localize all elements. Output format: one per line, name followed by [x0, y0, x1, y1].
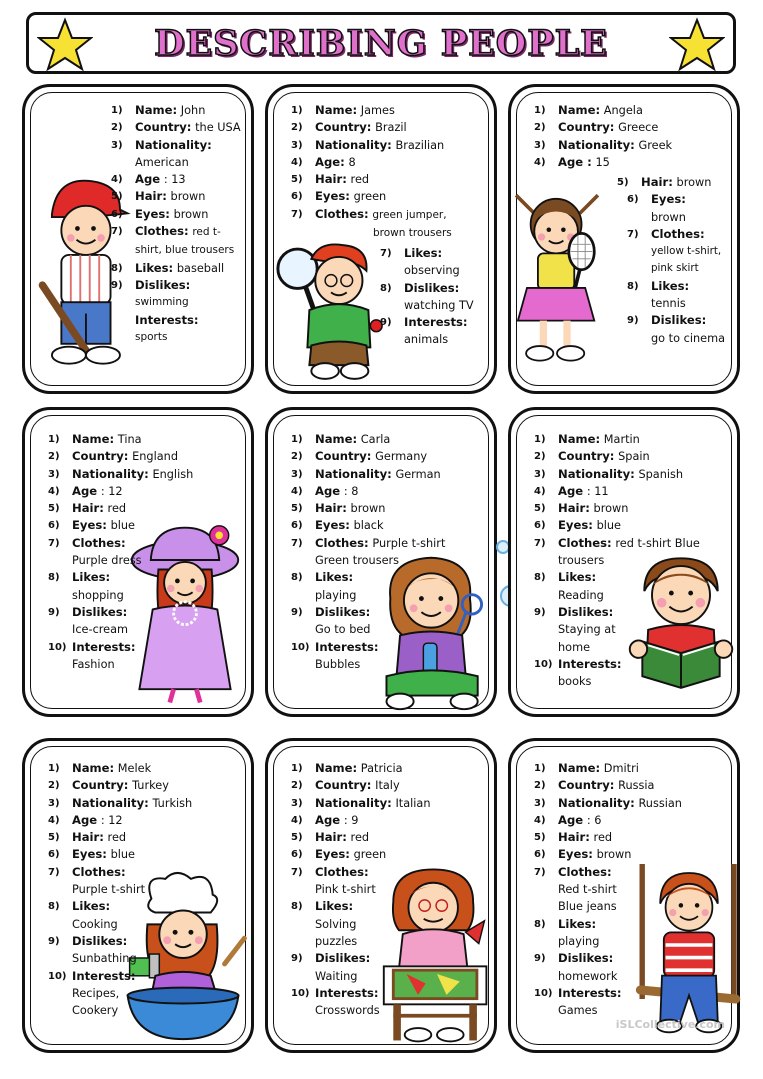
- field-value: brown: [170, 190, 206, 204]
- list-item: 1) Name: Carla: [291, 432, 391, 446]
- field-value: Dmitri: [603, 762, 639, 775]
- field-label: Dislikes:: [404, 280, 460, 295]
- field-label: Age: [315, 483, 341, 498]
- profile-card-james: [265, 84, 497, 394]
- field-label: Interests:: [72, 968, 136, 983]
- field-value: Purple t-shirt Green trousers: [315, 536, 446, 568]
- field-label: Nationality:: [558, 795, 635, 810]
- field-value: Italian: [395, 796, 431, 810]
- field-label: Likes:: [315, 899, 354, 914]
- field-label: Age: [558, 812, 584, 827]
- field-value: swimming: [135, 296, 189, 309]
- field-label: Eyes:: [72, 847, 107, 862]
- field-label: Interests:: [315, 639, 379, 654]
- field-value: brown: [593, 502, 629, 516]
- list-item: [135, 312, 245, 347]
- list-item: 8) Dislikes: watching TV: [404, 280, 492, 315]
- list-item: 9) Dislikes: Staying at home: [558, 604, 638, 656]
- field-label: Dislikes:: [558, 951, 614, 966]
- field-label: Nationality:: [72, 466, 149, 481]
- list-item: 9) Dislikes: homework: [558, 950, 638, 985]
- field-label: Nationality:: [558, 466, 635, 481]
- field-label: Hair:: [641, 175, 673, 189]
- field-label: Clothes:: [558, 535, 612, 550]
- list-item: 6) Eyes: black: [291, 518, 384, 533]
- list-item: 1) Name: Tina: [48, 432, 142, 446]
- profile-card-martin: [508, 407, 740, 717]
- field-value: shopping: [72, 588, 124, 602]
- field-value: : 9: [343, 813, 359, 827]
- list-item: 10) Interests: Games: [558, 985, 638, 1020]
- list-item: 3) Nationality: German: [291, 466, 441, 481]
- field-value: Turkish: [152, 796, 193, 810]
- list-item: 6) Eyes: brown: [534, 847, 632, 862]
- list-item: 5) Hair: brown: [617, 175, 712, 189]
- list-item: 6) Eyes: blue: [48, 518, 135, 533]
- list-item: 1) Name: Melek: [48, 761, 152, 775]
- field-label: Country:: [558, 778, 615, 793]
- list-item: 9) Interests: animals: [404, 314, 492, 349]
- field-value: 15: [595, 155, 610, 169]
- list-item: 1) Name: Martin: [534, 432, 640, 446]
- field-label: Clothes:: [315, 206, 369, 221]
- list-item: 6) Eyes: brown: [111, 206, 209, 221]
- field-label: Eyes:: [315, 189, 350, 204]
- field-value: the USA: [195, 121, 241, 135]
- field-value: red: [107, 831, 127, 845]
- field-label: Country:: [558, 120, 615, 135]
- field-label: Clothes:: [72, 864, 126, 879]
- list-item: 8) Likes: Solving puzzles: [315, 898, 385, 950]
- profile-list-continued: [380, 245, 492, 349]
- field-value: Germany: [375, 450, 428, 464]
- field-value: playing: [315, 588, 357, 602]
- field-label: Name:: [315, 103, 358, 117]
- field-value: England: [132, 450, 178, 464]
- field-value: Martin: [603, 433, 640, 446]
- list-item: 4) Age: 8: [291, 154, 356, 169]
- list-item: 4) Age : 8: [291, 483, 359, 498]
- list-item: 8) Likes: baseball: [111, 260, 225, 275]
- field-label: Country:: [72, 778, 129, 793]
- list-item: 10) Interests: Fashion: [72, 639, 142, 674]
- field-value: blue: [110, 848, 135, 862]
- field-label: Eyes:: [315, 518, 350, 533]
- field-value: Reading: [558, 588, 604, 602]
- field-value: green: [353, 848, 387, 862]
- list-item: 1) Name: Angela: [534, 103, 643, 117]
- field-label: Interests:: [558, 656, 622, 671]
- field-value: Greece: [618, 121, 659, 135]
- field-label: Nationality:: [135, 137, 212, 152]
- field-label: Hair:: [315, 172, 347, 187]
- list-item: 7) Clothes: Purple t-shirt: [72, 864, 172, 899]
- field-label: Age:: [315, 154, 345, 169]
- field-value: Purple dress: [72, 554, 142, 568]
- list-item: 9) Dislikes: go to cinema: [651, 312, 733, 347]
- list-item: 4) Age : 9: [291, 812, 359, 827]
- list-item: 3) Nationality: Spanish: [534, 466, 684, 481]
- field-value: red t-shirt Blue trousers: [558, 536, 700, 568]
- field-value: : 12: [100, 484, 123, 498]
- list-item: 3) Nationality: Turkish: [48, 795, 193, 810]
- field-label: Name:: [315, 761, 358, 775]
- field-value: green jumper,: [372, 208, 447, 221]
- list-item: 1) Name: John: [111, 103, 206, 117]
- list-item: [315, 224, 490, 242]
- profile-list: [111, 102, 245, 346]
- list-item: 4) Age : 12: [48, 483, 123, 498]
- field-label: Dislikes:: [315, 604, 371, 619]
- field-value: Carla: [360, 433, 391, 446]
- field-value: Turkey: [132, 779, 169, 793]
- field-label: Age: [72, 812, 98, 827]
- profile-card-angela: [508, 84, 740, 394]
- field-label: Dislikes:: [558, 604, 614, 619]
- field-value: playing: [558, 934, 600, 948]
- field-value: blue: [596, 519, 621, 533]
- watermark: iSLCollective.com: [615, 1018, 725, 1031]
- list-item: 5) Hair: red: [291, 172, 370, 187]
- field-value: animals: [404, 333, 449, 347]
- field-label: Clothes:: [315, 864, 369, 879]
- profile-list: [48, 760, 247, 1019]
- field-label: Age :: [558, 154, 592, 169]
- field-label: Name:: [558, 103, 601, 117]
- field-value: Melek: [117, 762, 152, 775]
- field-label: Name:: [72, 432, 115, 446]
- list-item: 9) Dislikes: Sunbathing: [72, 933, 152, 968]
- field-label: Interests:: [135, 312, 199, 327]
- field-label: Nationality:: [315, 795, 392, 810]
- field-label: Age: [315, 812, 341, 827]
- field-label: Age: [135, 172, 161, 187]
- profile-card-john: [22, 84, 254, 394]
- field-label: Eyes:: [315, 847, 350, 862]
- field-label: Nationality:: [558, 137, 635, 152]
- field-value: Games: [558, 1004, 598, 1018]
- field-value: black: [353, 519, 384, 533]
- profile-list: [291, 760, 490, 1019]
- field-label: Eyes:: [558, 518, 593, 533]
- profile-list: [291, 431, 490, 673]
- field-label: Name:: [558, 432, 601, 446]
- field-value: red: [107, 502, 127, 516]
- field-label: Likes:: [404, 246, 443, 260]
- field-label: Hair:: [72, 501, 104, 516]
- list-item: 1) Name: James: [291, 103, 395, 117]
- field-label: Nationality:: [315, 466, 392, 481]
- field-label: Likes:: [135, 260, 174, 275]
- field-value: Angela: [603, 104, 643, 117]
- field-label: Eyes:: [558, 847, 593, 862]
- field-label: Age: [72, 483, 98, 498]
- field-label: Nationality:: [315, 137, 392, 152]
- field-value: Recipes, Cookery: [72, 986, 120, 1018]
- list-item: 10) Interests: books: [558, 656, 638, 691]
- list-item: 6) Eyes: green: [291, 189, 387, 204]
- field-value: Staying at home: [558, 623, 616, 654]
- field-value: observing: [404, 264, 460, 278]
- profile-card-carla: [265, 407, 497, 717]
- list-item: 2) Country: Germany: [291, 449, 428, 464]
- list-item: 9) Dislikes: Ice-cream: [72, 604, 142, 639]
- field-label: Interests:: [558, 985, 622, 1000]
- list-item: 10) Interests: Bubbles: [315, 639, 385, 674]
- star-icon: [669, 17, 725, 73]
- field-value: red: [593, 831, 613, 845]
- list-item: 7) Clothes: yellow t-shirt, pink skirt: [651, 226, 733, 278]
- list-item: 1) Name: Patricia: [291, 761, 403, 775]
- field-value: Purple t-shirt: [72, 883, 146, 897]
- list-item: 6) Eyes: green: [291, 847, 387, 862]
- list-item: 3) Nationality: English: [48, 466, 194, 481]
- field-label: Likes:: [72, 899, 111, 914]
- field-value: books: [558, 675, 592, 689]
- list-item: 7) Clothes: green jumper,: [291, 206, 447, 221]
- title-banner: [26, 12, 736, 74]
- list-item: 7) Clothes: red t-shirt Blue trousers: [534, 535, 700, 568]
- field-label: Clothes:: [315, 535, 369, 550]
- list-item: 9) Dislikes: Waiting: [315, 950, 385, 985]
- field-value: Patricia: [360, 762, 403, 775]
- field-value: : 12: [100, 813, 123, 827]
- field-value: Spain: [618, 450, 650, 464]
- list-item: 2) Country: Italy: [291, 778, 400, 793]
- list-item: 9) Dislikes: Go to bed: [315, 604, 385, 639]
- page-title: DESCRIBING PEOPLE: [154, 23, 608, 64]
- list-item: 2) Country: the USA: [111, 120, 241, 135]
- list-item: 10) Interests: Recipes, Cookery: [72, 968, 152, 1020]
- list-item: 5) Hair: brown: [111, 189, 206, 204]
- field-value: sports: [135, 330, 168, 343]
- list-item: 7) Clothes: Red t-shirt Blue jeans: [558, 864, 638, 916]
- list-item: 4) Age : 11: [534, 483, 609, 498]
- field-value: red: [350, 831, 370, 845]
- field-value: Go to bed: [315, 623, 371, 637]
- list-item: 6) Eyes: blue: [534, 518, 621, 533]
- list-item: 2) Country: England: [48, 449, 178, 464]
- list-item: 6) Eyes: brown: [651, 191, 733, 226]
- boy-magnifier-illustration: [272, 239, 390, 387]
- field-value: blue: [110, 519, 135, 533]
- profile-card-tina: [22, 407, 254, 717]
- field-value: brown: [596, 848, 632, 862]
- field-value: Waiting: [315, 969, 358, 983]
- field-value: brown: [651, 210, 686, 224]
- field-label: Interests:: [404, 315, 468, 330]
- list-item: 8) Likes: Cooking: [72, 898, 152, 933]
- field-value: Brazilian: [395, 138, 445, 152]
- field-label: Country:: [72, 449, 129, 464]
- field-label: Eyes:: [135, 206, 170, 221]
- field-value: Russia: [618, 779, 655, 793]
- list-item: 5) Hair: brown: [534, 501, 629, 516]
- field-value: Greek: [638, 138, 673, 152]
- list-item: 7) Clothes: red t-shirt, blue trousers: [111, 224, 235, 257]
- field-value: brown trousers: [373, 227, 452, 240]
- list-item: 4) Age : 6: [534, 812, 602, 827]
- list-item: 2) Country: Brazil: [291, 120, 407, 135]
- field-value: Italy: [375, 779, 400, 793]
- field-value: Ice-cream: [72, 623, 129, 637]
- list-item: 6) Eyes: blue: [48, 847, 135, 862]
- list-item: 5) Hair: red: [48, 501, 127, 516]
- list-item: 8) Likes: shopping: [72, 569, 142, 604]
- list-item: 3) Nationality: Brazilian: [291, 137, 445, 152]
- field-value: : 13: [163, 173, 186, 187]
- field-value: Russian: [638, 796, 682, 810]
- list-item: 7) Likes: observing: [404, 245, 492, 280]
- field-label: Hair:: [558, 501, 590, 516]
- profile-card-patricia: [265, 738, 497, 1053]
- field-label: Hair:: [315, 830, 347, 845]
- list-item: 8) Likes: playing: [315, 569, 385, 604]
- field-label: Likes:: [72, 570, 111, 585]
- list-item: 4) Age : 12: [48, 812, 123, 827]
- field-label: Age: [558, 483, 584, 498]
- field-label: Dislikes:: [651, 313, 707, 328]
- field-value: Spanish: [638, 467, 684, 481]
- list-item: 2) Country: Greece: [534, 120, 659, 135]
- field-value: yellow t-shirt, pink skirt: [651, 245, 722, 275]
- field-value: Crosswords: [315, 1004, 380, 1018]
- list-item: 10) Interests: Crosswords: [315, 985, 395, 1020]
- list-item: 9) Dislikes: swimming: [135, 277, 245, 312]
- field-value: brown: [350, 502, 386, 516]
- list-item: 8) Likes: Reading: [558, 569, 638, 604]
- field-label: Country:: [315, 449, 372, 464]
- field-value: Sunbathing: [72, 952, 137, 966]
- field-value: John: [180, 104, 206, 117]
- list-item: 5) Hair: red: [534, 830, 613, 845]
- field-value: red: [350, 173, 370, 187]
- list-item: 3) Nationality: Italian: [291, 795, 431, 810]
- field-value: tennis: [651, 297, 686, 311]
- field-value: Fashion: [72, 657, 115, 671]
- list-item: 5) Hair: red: [291, 830, 370, 845]
- list-item: 3) Nationality: Greek: [534, 137, 673, 152]
- field-value: German: [395, 467, 441, 481]
- profile-list: [48, 431, 247, 673]
- field-value: go to cinema: [651, 331, 725, 345]
- field-value: Pink t-shirt: [315, 883, 376, 897]
- field-label: Clothes:: [558, 864, 612, 879]
- list-item: 2) Country: Russia: [534, 778, 655, 793]
- field-label: Eyes:: [651, 192, 686, 207]
- field-label: Likes:: [651, 278, 690, 293]
- field-label: Eyes:: [72, 518, 107, 533]
- field-label: Name:: [558, 761, 601, 775]
- field-label: Hair:: [135, 189, 167, 204]
- field-label: Name:: [315, 432, 358, 446]
- profile-card-melek: [22, 738, 254, 1053]
- list-item: 5) Hair: brown: [291, 501, 386, 516]
- field-label: Dislikes:: [315, 951, 371, 966]
- list-item: 5) Hair: red: [48, 830, 127, 845]
- field-value: green: [353, 190, 387, 204]
- field-value: : 6: [586, 813, 602, 827]
- field-value: Red t-shirt Blue jeans: [558, 883, 617, 914]
- field-value: Tina: [117, 433, 142, 446]
- field-value: red t-shirt, blue trousers: [135, 226, 235, 257]
- field-value: brown: [676, 176, 712, 189]
- field-label: Country:: [315, 120, 372, 135]
- list-item: 8) Likes: tennis: [651, 278, 733, 313]
- profile-card-dmitri: [508, 738, 740, 1053]
- profile-list-continued: [617, 174, 733, 347]
- field-value: : 8: [343, 484, 359, 498]
- field-value: watching TV: [404, 298, 474, 312]
- field-value: Solving puzzles: [315, 917, 358, 948]
- field-value: baseball: [176, 261, 225, 275]
- field-label: Interests:: [72, 639, 136, 654]
- field-label: Hair:: [315, 501, 347, 516]
- field-label: Clothes:: [72, 535, 126, 550]
- field-label: Clothes:: [651, 226, 705, 241]
- field-label: Country:: [135, 120, 192, 135]
- field-value: Cooking: [72, 917, 118, 931]
- list-item: 7) Clothes: Purple dress: [72, 535, 142, 570]
- field-label: Likes:: [558, 570, 597, 585]
- field-value: : 11: [586, 484, 609, 498]
- field-label: Likes:: [558, 916, 597, 931]
- field-label: Dislikes:: [72, 933, 128, 948]
- field-label: Hair:: [558, 830, 590, 845]
- field-label: Likes:: [315, 570, 354, 585]
- field-value: English: [152, 467, 194, 481]
- girl-tennis-illustration: [507, 177, 607, 377]
- field-label: Country:: [558, 449, 615, 464]
- field-value: brown: [173, 207, 209, 221]
- field-label: Dislikes:: [135, 277, 191, 292]
- list-item: 1) Name: Dmitri: [534, 761, 639, 775]
- field-value: Brazil: [375, 121, 407, 135]
- list-item: 7) Clothes: Pink t-shirt: [315, 864, 405, 899]
- field-value: homework: [558, 969, 618, 983]
- list-item: 4) Age : 15: [534, 154, 610, 169]
- field-label: Interests:: [315, 985, 379, 1000]
- field-label: Dislikes:: [72, 604, 128, 619]
- profile-list: [534, 760, 733, 1019]
- field-value: American: [135, 155, 189, 169]
- field-value: James: [360, 104, 395, 117]
- field-value: 8: [348, 155, 356, 169]
- profile-list: [534, 102, 733, 171]
- list-item: 4) Age : 13: [111, 172, 186, 187]
- list-item: 3) Nationality: American: [111, 137, 212, 169]
- list-item: 7) Clothes: Purple t-shirt Green trousers: [291, 535, 446, 568]
- field-label: Country:: [315, 778, 372, 793]
- list-item: 8) Likes: playing: [558, 916, 638, 951]
- field-label: Nationality:: [72, 795, 149, 810]
- field-value: Bubbles: [315, 657, 361, 671]
- profile-list: [291, 102, 490, 242]
- list-item: 2) Country: Turkey: [48, 778, 169, 793]
- field-label: Clothes:: [135, 224, 189, 239]
- profile-list: [534, 431, 733, 690]
- list-item: 3) Nationality: Russian: [534, 795, 682, 810]
- field-label: Name:: [72, 761, 115, 775]
- field-label: Hair:: [72, 830, 104, 845]
- list-item: 2) Country: Spain: [534, 449, 650, 464]
- field-label: Name:: [135, 103, 178, 117]
